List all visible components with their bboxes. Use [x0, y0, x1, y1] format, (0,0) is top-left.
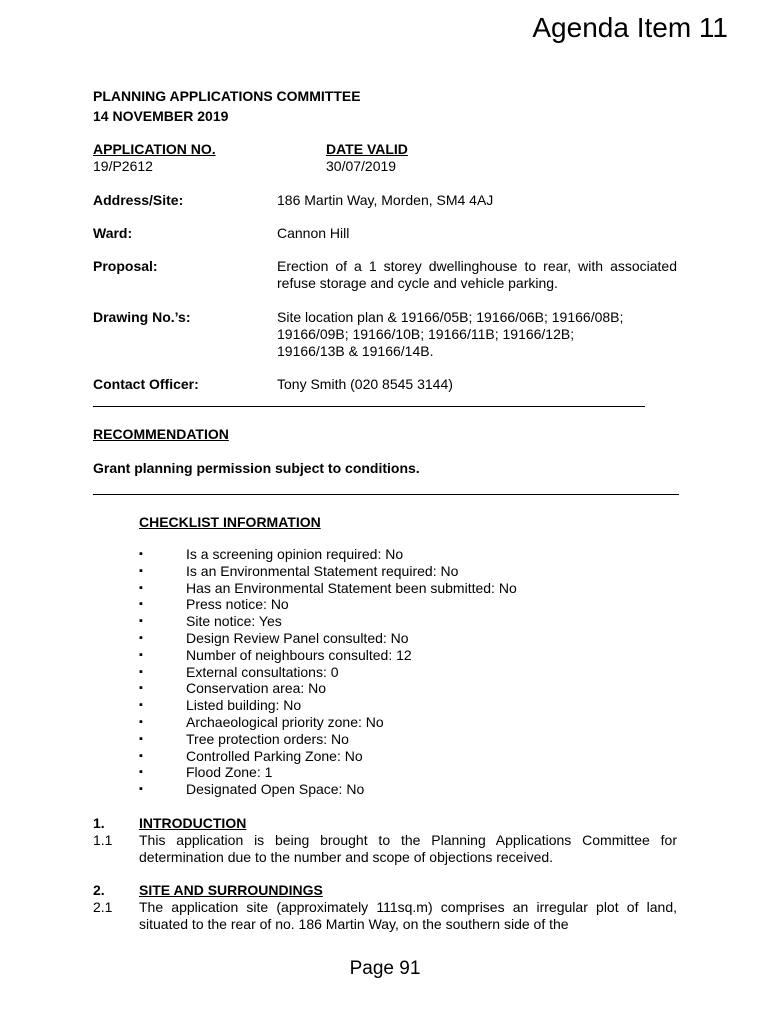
checklist-item: ▪ Conservation area: No [139, 680, 517, 697]
ward-label: Ward: [93, 225, 133, 241]
committee-title: PLANNING APPLICATIONS COMMITTEE [93, 88, 361, 104]
paragraph-1-1-text: This application is being brought to the Planning Applications Committee for determination due to the number and scope of objections received. [139, 832, 677, 865]
checklist-heading: CHECKLIST INFORMATION [139, 514, 321, 530]
checklist-item: ▪ Number of neighbours consulted: 12 [139, 647, 517, 664]
section-2-title: SITE AND SURROUNDINGS [139, 882, 323, 898]
recommendation-text: Grant planning permission subject to conditions. [93, 460, 420, 476]
recommendation-heading: RECOMMENDATION [93, 426, 229, 442]
checklist-item: ▪ Press notice: No [139, 596, 517, 613]
divider-line [93, 406, 645, 407]
paragraph-2-1-text: The application site (approximately 111sq.m) comprises an irregular plot of land, situated to the rear of no. 186 Martin Way, on the southern side of the [139, 899, 677, 932]
date-valid-label: DATE VALID [326, 141, 408, 157]
checklist-item: ▪ Has an Environmental Statement been submitted: No [139, 580, 517, 597]
contact-officer-label: Contact Officer: [93, 376, 199, 392]
checklist-item: ▪ Design Review Panel consulted: No [139, 630, 517, 647]
checklist [139, 546, 517, 798]
date-valid-value: 30/07/2019 [326, 158, 397, 174]
checklist-item: ▪ Flood Zone: 1 [139, 764, 517, 781]
checklist-item: ▪ Tree protection orders: No [139, 731, 517, 748]
paragraph-1-1-number: 1.1 [93, 832, 113, 848]
drawing-numbers-line-1: Site location plan & 19166/05B; 19166/06B; 19166/08B; [277, 309, 624, 325]
drawing-numbers-line-3: 19166/13B & 19166/14B. [277, 343, 434, 359]
checklist-item: ▪ Listed building: No [139, 697, 517, 714]
contact-officer-value: Tony Smith (020 8545 3144) [277, 376, 453, 392]
page-number: Page 91 [349, 958, 421, 979]
section-2-number: 2. [93, 882, 105, 898]
address-label: Address/Site: [93, 192, 184, 208]
drawing-numbers-line-2: 19166/09B; 19166/10B; 19166/11B; 19166/12B; [277, 326, 575, 342]
section-1-number: 1. [93, 815, 105, 831]
section-1-title: INTRODUCTION [139, 815, 247, 831]
ward-value: Cannon Hill [277, 225, 350, 241]
application-no-label: APPLICATION NO. [93, 141, 216, 157]
address-value: 186 Martin Way, Morden, SM4 4AJ [277, 192, 494, 208]
paragraph-2-1-number: 2.1 [93, 899, 113, 915]
meeting-date: 14 NOVEMBER 2019 [93, 108, 229, 124]
checklist-item: ▪ Is an Environmental Statement required: No [139, 563, 517, 580]
checklist-item: ▪ Designated Open Space: No [139, 781, 517, 798]
checklist-item: ▪ Archaeological priority zone: No [139, 714, 517, 731]
checklist-item: ▪ Controlled Parking Zone: No [139, 748, 517, 765]
proposal-label: Proposal: [93, 258, 158, 274]
divider-line [93, 494, 679, 495]
application-no-value: 19/P2612 [93, 158, 153, 174]
checklist-item: ▪ Is a screening opinion required: No [139, 546, 517, 563]
checklist-item: ▪ External consultations: 0 [139, 664, 517, 681]
drawing-numbers-label: Drawing No.’s: [93, 309, 191, 325]
agenda-item-heading: Agenda Item 11 [532, 12, 728, 43]
proposal-value: Erection of a 1 storey dwellinghouse to rear, with associated refuse storage and cycle and vehicle parking. [277, 258, 677, 291]
checklist-item: ▪ Site notice: Yes [139, 613, 517, 630]
